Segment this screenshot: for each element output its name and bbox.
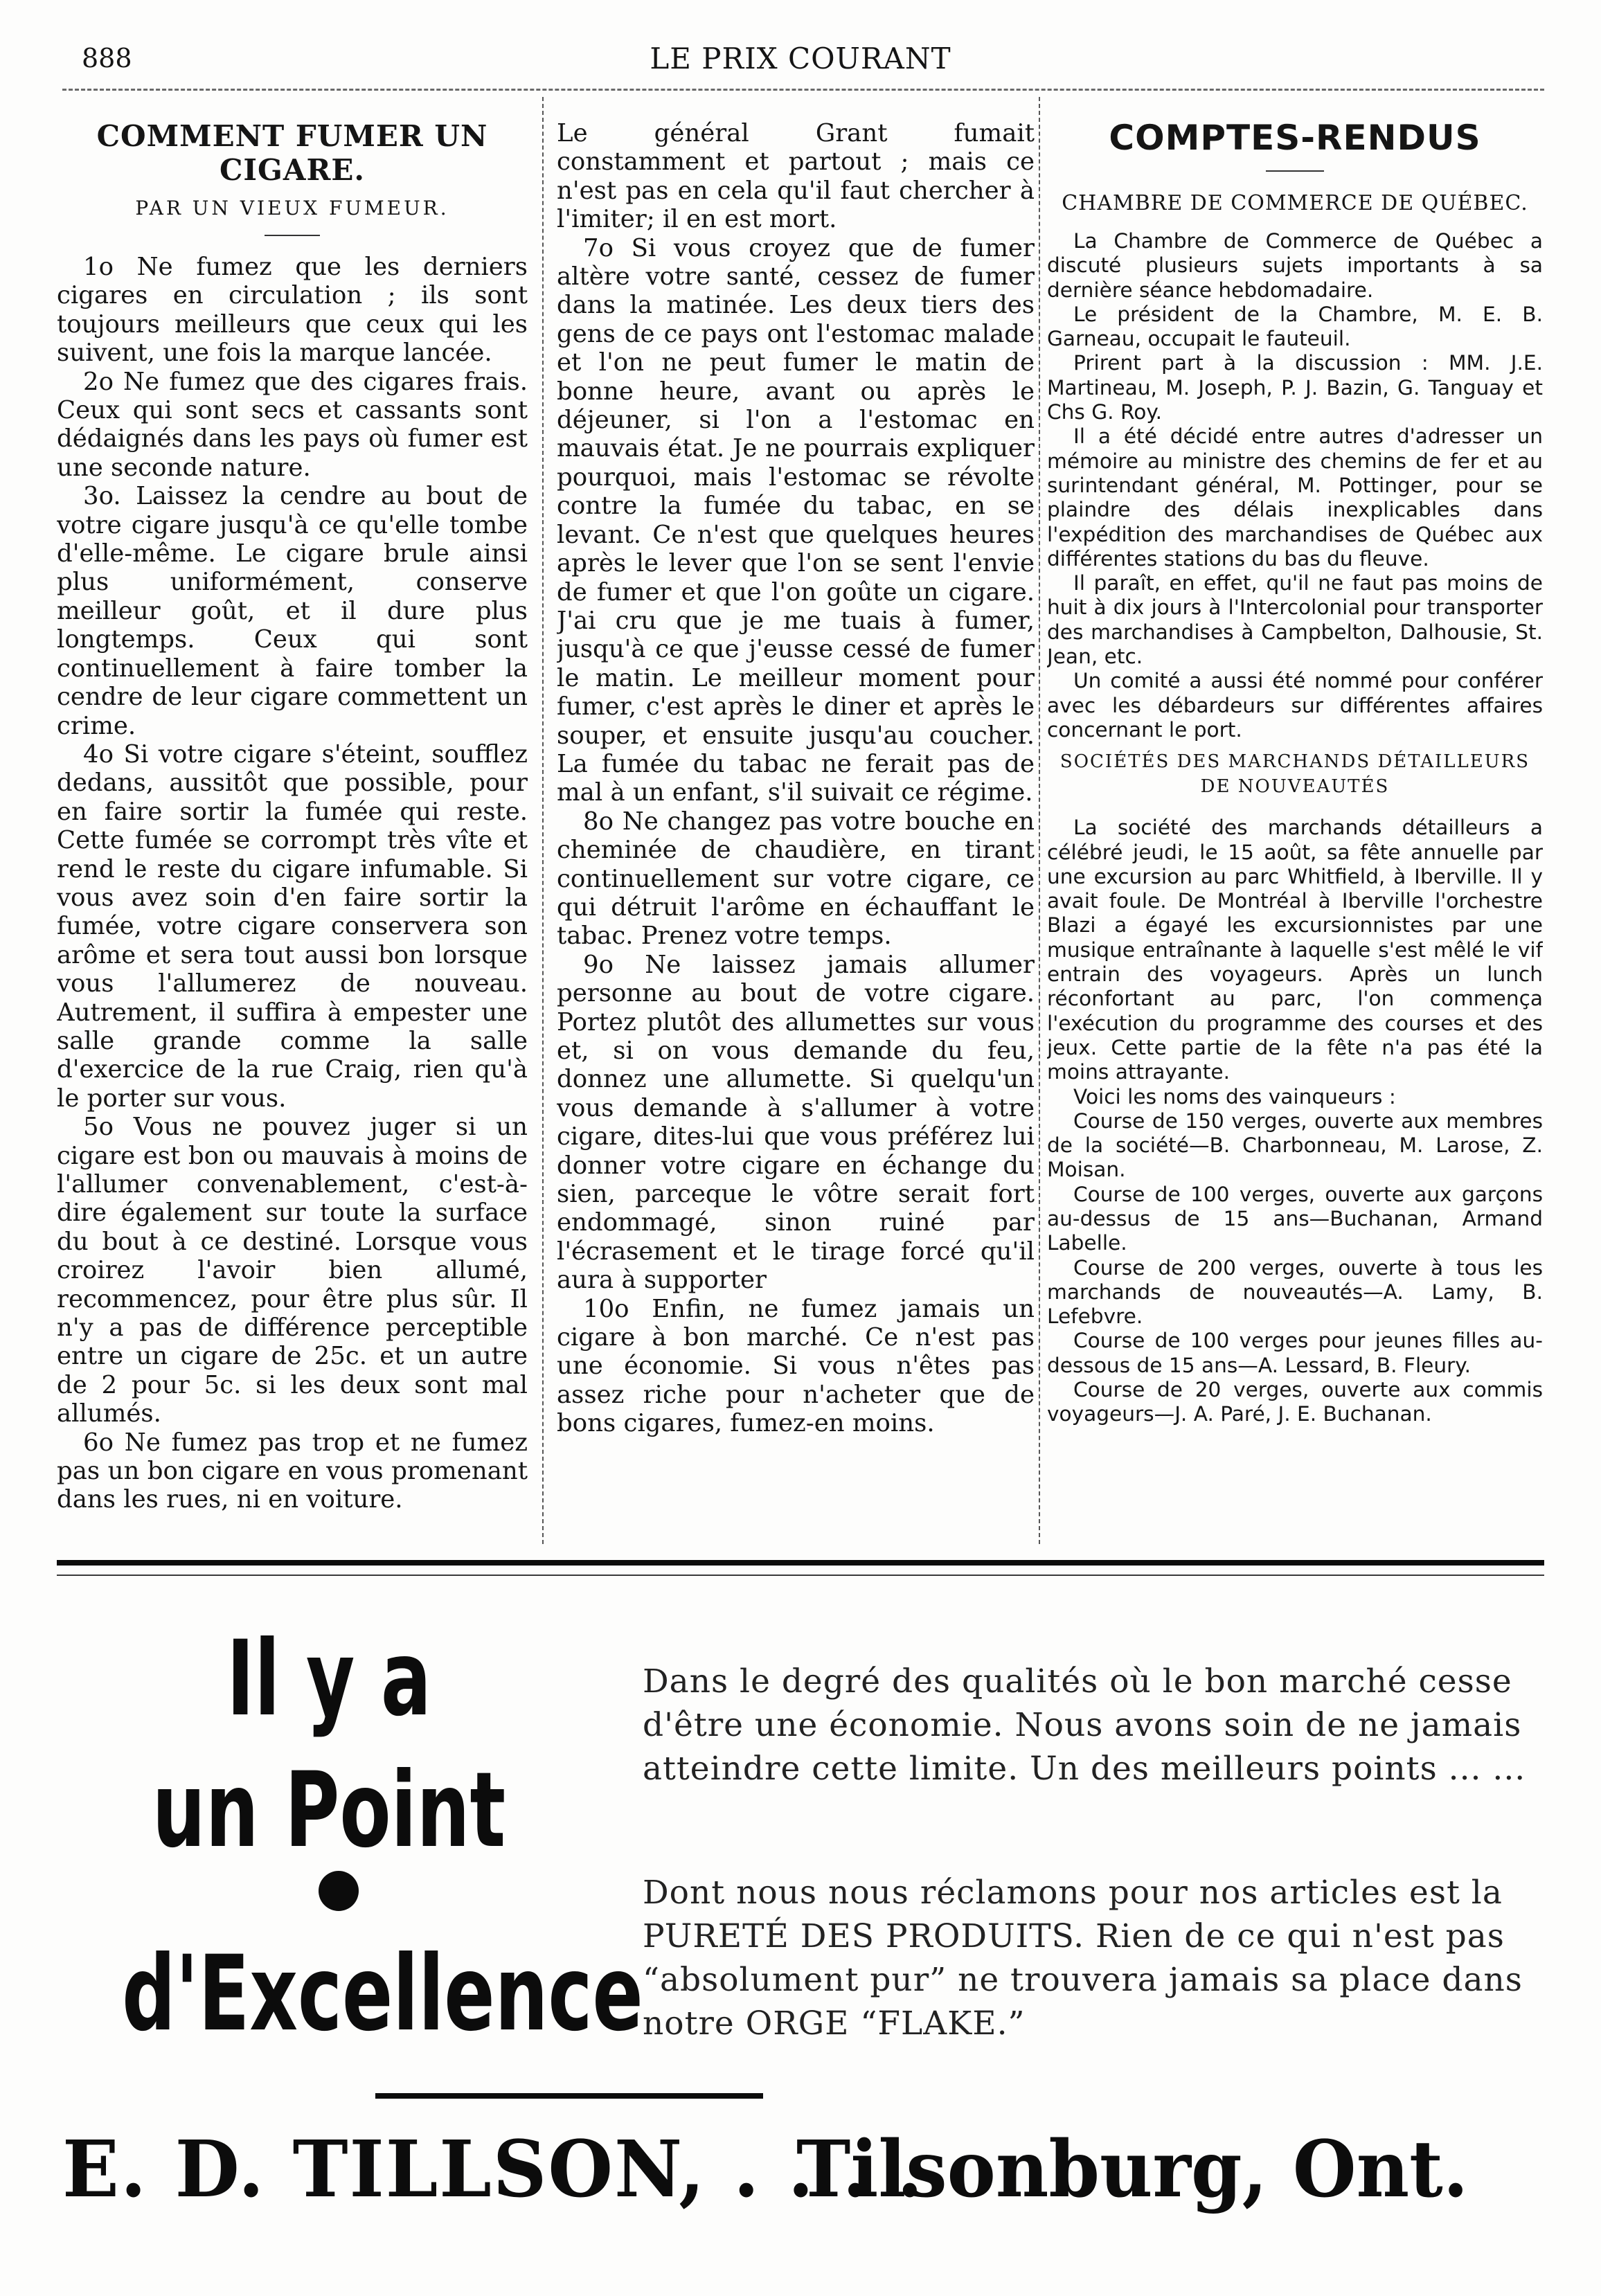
report-paragraph: Course de 150 verges, ouverte aux membres de la société—B. Charbonneau, M. Larose, Z. Moisan. [1047,1109,1543,1182]
section-title-chambre: CHAMBRE DE COMMERCE DE QUÉBEC. [1062,191,1528,215]
report-paragraph: Course de 100 verges, ouverte aux garçons au-dessus de 15 ans—Buchanan, Armand Labelle. [1047,1182,1543,1255]
article-column-1 [57,102,528,1523]
ad-headline-line3: d'Excellence [122,1934,643,2054]
ad-bullet-icon [319,1871,359,1911]
reports-dash [1266,170,1324,172]
article-paragraph: 1o Ne fumez que les derniers cigares en circulation ; ils sont toujours meilleurs que ceux qui les suivent, une fois la marque lancée. [57,253,528,368]
ad-paragraph-1: Dans le degré des qualités où le bon marché cesse d'être une économie. Nous avons soin de ne jamais atteindre cette limite. Un des meilleurs points ... ... [643,1662,1526,1788]
ad-headline-line1: Il y a [226,1619,431,1739]
report-paragraph: Le président de la Chambre, M. E. B. Garneau, occupait le fauteuil. [1047,302,1543,351]
reports-column [1047,102,1543,1523]
report-paragraph: Course de 200 verges, ouverte à tous les marchands de nouveautés—A. Lamy, B. Lefebvre. [1047,1255,1543,1329]
report-paragraph: Course de 20 verges, ouverte aux commis voyageurs—J. A. Paré, J. E. Buchanan. [1047,1378,1543,1426]
article-paragraph: 7o Si vous croyez que de fumer altère votre santé, cessez de fumer dans la matinée. Les deux tiers des gens de ce pays ont l'estomac malade et l'on ne peut fumer le matin de bonne heure, avant ou après le déjeuner, si l'on a l'estomac en mauvais état. Je ne pourrais expliquer pourquoi, mais l'estomac se révolte contre la fumée du tabac, en se levant. Ce n'est que quelques heures après le lever que l'on se sent l'envie de fumer et que l'on goûte un cigare. J'ai cru que je me tuais à fumer, jusqu'à ce que j'eusse cessé de fumer le matin. Le meilleur moment pour fumer, c'est après le diner et après le souper, et ensuite jusqu'au coucher. La fumée du tabac ne ferait pas de mal à un enfant, s'il suivait ce régime. [557,233,1035,807]
report-paragraph: Prirent part à la discussion : MM. J.E. Martineau, M. Joseph, P. J. Bazin, G. Tanguay et Chs G. Roy. [1047,351,1543,424]
article-column-2 [557,102,1035,1523]
report-paragraph: La Chambre de Commerce de Québec a discuté plusieurs sujets importants à sa dernière séance hebdomadaire. [1047,229,1543,302]
report-paragraph: Voici les noms des vainqueurs : [1073,1084,1396,1109]
ad-top-rule [57,1560,1544,1566]
article-paragraph: 2o Ne fumez que des cigares frais. Ceux qui sont secs et cassants sont dédaignés dans les pays où fumer est une seconde nature. [57,367,528,482]
ad-top-rule-thin [57,1575,1544,1576]
ad-headline-line2: un Point [152,1750,506,1871]
column-divider-2 [1039,97,1040,1544]
article-byline: PAR UN VIEUX FUMEUR. [135,197,449,219]
article-paragraph: 10o Enfin, ne fumez jamais un cigare à bon marché. Ce n'est pas une économie. Si vous n'êtes pas assez riche pour n'acheter que de bons cigares, fumez-en moins. [557,1294,1035,1438]
report-paragraph: La société des marchands détailleurs a célébré jeudi, le 15 août, sa fête annuelle par une excursion au parc Whitfield, à Iberville. Il y avait foule. De Montréal à Iberville l'orchestre Blazi a égayé les excursionnistes par une musique entraînante à laquelle s'est mêlé le vif entrain des voyageurs. Après un lunch réconfortant au parc, l'on commença l'exécution du programme des courses et des jeux. Cette partie de la fête n'a pas été la moins attrayante. [1047,816,1543,1084]
header-rule [62,89,1544,91]
ad-advertiser-name: E. D. TILLSON, . . . . [62,2124,924,2215]
page-number: 888 [82,43,132,73]
journal-title: LE PRIX COURANT [650,42,951,75]
report-paragraph: Il paraît, en effet, qu'il ne faut pas moins de huit à dix jours à l'Intercolonial pour transporter des marchandises à Campbelton, Dalhousie, St. Jean, etc. [1047,571,1543,669]
article-paragraph: 6o Ne fumez pas trop et ne fumez pas un bon cigare en vous promenant dans les rues, ni en voiture. [57,1428,528,1514]
article-paragraph: Le général Grant fumait constamment et partout ; mais ce n'est pas en cela qu'il faut chercher à l'imiter; il en est mort. [557,119,1035,234]
section-title-line: DE NOUVEAUTÉS [1200,776,1390,798]
report-paragraph: Il a été décidé entre autres d'adresser un mémoire au ministre des chemins de fer et au surintendant général, M. Pottinger, pour se plaindre des délais inexplicables dans l'expédition des marchandises de Québec aux différentes stations du bas du fleuve. [1047,424,1543,571]
section-title-societes [1047,749,1543,799]
article-paragraph: 9o Ne laissez jamais allumer personne au bout de votre cigare. Portez plutôt des allumettes sur vous et, si on vous demande du feu, donnez une allumette. Si quelqu'un vous demande à s'allumer à votre cigare, dites-lui que vous préférez lui donner votre cigare en échange du sien, parceque le vôtre serait fort endommagé, sinon ruiné par l'écrasement et le tirage forcé qu'il aura à supporter [557,950,1035,1295]
ad-divider [375,2093,763,2099]
column-divider-1 [542,97,544,1544]
ad-paragraph-2: Dont nous nous réclamons pour nos articles est la PURETÉ DES PRODUITS. Rien de ce qui n'est pas “absolument pur” ne trouvera jamais sa place dans notre ORGE “FLAKE.” [643,1874,1523,2043]
report-paragraph: Course de 100 verges pour jeunes filles au-dessous de 15 ans—A. Lessard, B. Fleury. [1047,1329,1543,1377]
article-paragraph: 4o Si votre cigare s'éteint, soufflez dedans, aussitôt que possible, pour en faire sortir la fumée qui reste. Cette fumée se corrompt très vîte et rend le reste du cigare infumable. Si vous avez soin d'en faire sortir la fumée, votre cigare conservera son arôme et sera tout aussi bon lorsque vous l'allumerez de nouveau. Autrement, il suffira à empester une salle grande comme la salle d'exercice de la rue Craig, rien qu'à le porter sur vous. [57,739,528,1113]
article-paragraph: 5o Vous ne pouvez juger si un cigare est bon ou mauvais à moins de l'allumer convenablement, c'est-à-dire également sur toute la surface du bout à ce destiné. Lorsque vous croirez l'avoir bien allumé, recommencez, pour être plus sûr. Il n'y a pas de différence perceptible entre un cigare de 25c. et un autre de 2 pour 5c. si les deux sont mal allumés. [57,1113,528,1428]
section-title-line: SOCIÉTÉS DES MARCHANDS DÉTAILLEURS [1059,751,1530,773]
ad-advertiser-location: Tilsonburg, Ont. [796,2124,1469,2215]
article-paragraph: 8o Ne changez pas votre bouche en cheminée de chaudière, en tirant continuellement sur votre cigare, ce qui détruit l'arôme en échauffant le tabac. Prenez votre temps. [557,807,1035,951]
reports-title: COMPTES-RENDUS [1109,118,1481,158]
article-paragraph: 3o. Laissez la cendre au bout de votre cigare jusqu'à ce qu'elle tombe d'elle-même. Le cigare brule ainsi plus uniformément, conserve meilleur goût, et il dure plus longtemps. Ceux qui sont continuellement à faire tomber la cendre de leur cigare commettent un crime. [57,482,528,740]
title-dash [265,235,320,236]
report-paragraph: Un comité a aussi été nommé pour conférer avec les débardeurs sur différentes affaires concernant le port. [1047,669,1543,742]
article-title: COMMENT FUMER UN CIGARE. [96,119,488,187]
